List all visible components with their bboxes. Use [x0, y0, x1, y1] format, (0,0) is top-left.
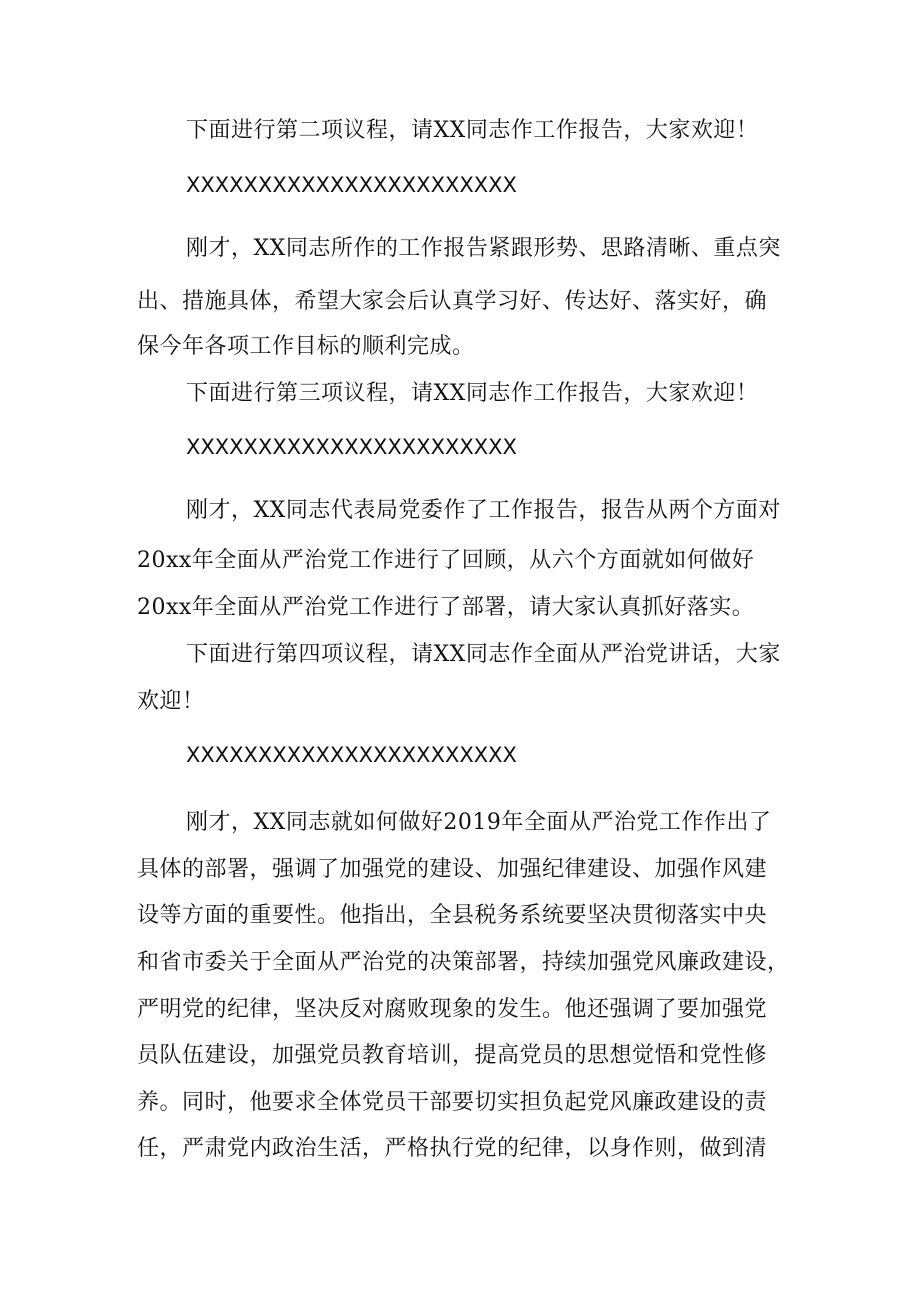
paragraph-line: 下面进行第四项议程，请XX同志作全面从严治党讲话，大家	[186, 642, 781, 667]
paragraph-line: 保今年各项工作目标的顺利完成。	[137, 334, 475, 359]
paragraph-line: 养。同时，他要求全体党员干部要切实担负起党风廉政建设的责	[137, 1090, 768, 1115]
paragraph-line: 刚才，XX同志所作的工作报告紧跟形势、思路清晰、重点突	[186, 236, 781, 261]
paragraph-line: 任，严肃党内政治生活，严格执行党的纪律，以身作则，做到清	[137, 1136, 768, 1161]
paragraph-line: 严明党的纪律，坚决反对腐败现象的发生。他还强调了要加强党	[137, 997, 768, 1022]
paragraph-line: 20xx年全面从严治党工作进行了部署，请大家认真抓好落实。	[137, 595, 755, 620]
paragraph-line: 具体的部署，强调了加强党的建设、加强纪律建设、加强作风建	[137, 857, 768, 882]
paragraph-line: 20xx年全面从严治党工作进行了回顾，从六个方面就如何做好	[137, 548, 755, 573]
paragraph-line: 和省市委关于全面从严治党的决策部署，持续加强党风廉政建设，	[137, 950, 790, 975]
paragraph-line: 出、措施具体，希望大家会后认真学习好、传达好、落实好，确	[137, 289, 768, 314]
paragraph-line: 下面进行第三项议程，请XX同志作工作报告，大家欢迎！	[186, 381, 759, 406]
paragraph-line: 刚才，XX同志代表局党委作了工作报告，报告从两个方面对	[186, 498, 781, 523]
paragraph-line: 欢迎！	[137, 689, 205, 714]
paragraph-line: 下面进行第二项议程，请XX同志作工作报告，大家欢迎！	[186, 118, 759, 143]
paragraph-line: 刚才，XX同志就如何做好2019年全面从严治党工作作出了	[186, 810, 772, 835]
placeholder-line: XXXXXXXXXXXXXXXXXXXXXXX	[186, 743, 517, 767]
paragraph-line: 员队伍建设，加强党员教育培训，提高党员的思想觉悟和党性修	[137, 1043, 768, 1068]
placeholder-line: XXXXXXXXXXXXXXXXXXXXXXX	[186, 173, 517, 197]
placeholder-line: XXXXXXXXXXXXXXXXXXXXXXX	[186, 435, 517, 459]
paragraph-line: 设等方面的重要性。他指出，全县税务系统要坚决贯彻落实中央	[137, 903, 768, 928]
